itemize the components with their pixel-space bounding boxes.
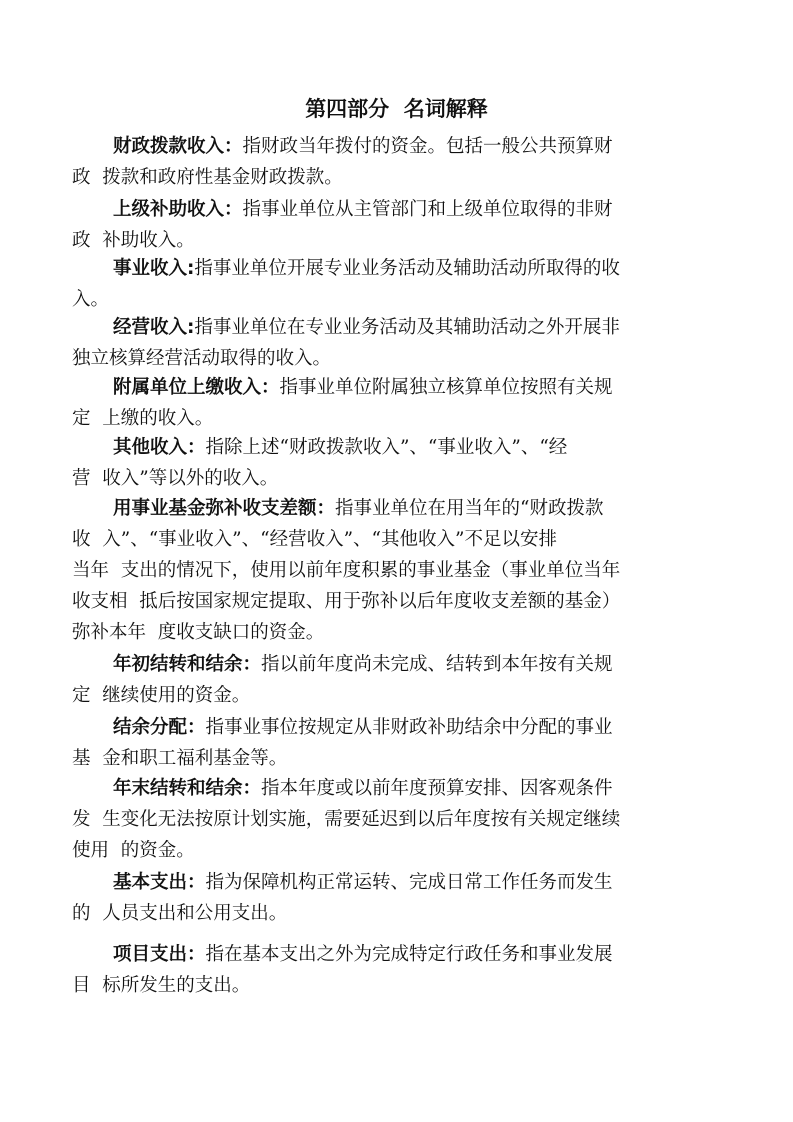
entry-term: 用事业基金弥补收支差额： [113,498,336,519]
entry-first-line [72,372,732,403]
entry-text: 独立核算经营活动取得的收入。 [72,348,332,369]
entry-first-line [72,131,732,162]
entry-first-line [72,312,732,343]
entry-first-line [72,867,732,898]
entry-first-line [72,939,732,970]
entry-basic-expenditure [72,867,732,929]
entry-text: 指财政当年拨付的资金。包括一般公共预算财 [242,136,613,157]
entry-year-end-carryover [72,773,732,866]
entry-business-fund-offset [72,493,732,648]
entry-first-line [72,253,732,284]
entry-first-line [72,432,732,463]
entry-term: 基本支出： [113,872,206,893]
entry-text: 指事业单位在用当年的“财政拨款 [335,498,604,519]
entry-beginning-carryover [72,649,732,711]
entry-first-line [72,773,732,804]
entry-term: 年末结转和结余： [113,778,262,799]
entry-text: 指在基本支出之外为完成特定行政任务和事业发展 [205,944,613,965]
entry-project-expenditure [72,939,732,1001]
entry-term: 附属单位上缴收入： [113,377,280,398]
entry-text: 的 人员支出和公用支出。 [72,903,288,924]
entry-term: 年初结转和结余： [113,654,262,675]
entry-first-line [72,194,732,225]
entry-superior-subsidy-income [72,194,732,256]
entry-surplus-distribution [72,712,732,774]
entry-text: 指事业单位在专业业务活动及其辅助活动之外开展非 [194,317,620,338]
entry-text: 营 收入”等以外的收入。 [72,468,279,489]
entry-operating-income [72,312,732,374]
entry-text: 当年 支出的情况下，使用以前年度积累的事业基金（事业单位当年 [72,560,621,581]
entry-text: 入。 [72,289,110,310]
entry-text: 指事业单位开展专业业务活动及辅助活动所取得的收 [194,258,620,279]
entry-term: 事业收入: [113,258,195,279]
entry-text: 政 补助收入。 [72,230,195,251]
entry-text: 弥补本年 度收支缺口的资金。 [72,622,325,643]
entry-text: 基 金和职工福利基金等。 [72,748,288,769]
entry-first-line [72,712,732,743]
entry-text: 收支相 抵后按国家规定提取、用于弥补以后年度收支差额的基金） [72,591,621,612]
entry-text: 指除上述“财政拨款收入”、“事业收入”、“经 [205,437,568,458]
entry-text: 指为保障机构正常运转、完成日常工作任务而发生 [205,872,613,893]
entry-term: 结余分配： [113,717,206,738]
entry-text: 指事业单位附属独立核算单位按照有关规 [279,377,613,398]
entry-fiscal-appropriation-income [72,131,732,193]
entry-other-income [72,432,732,494]
entry-text: 使用 的资金。 [72,840,195,861]
entry-affiliated-unit-income [72,372,732,434]
entry-text: 收 入”、“事业收入”、“经营收入”、“其他收入”不足以安排 [72,529,557,550]
entry-term: 财政拨款收入： [113,136,243,157]
entry-text: 指本年度或以前年度预算安排、因客观条件 [261,778,613,799]
entry-term: 其他收入： [113,437,206,458]
entry-first-line [72,649,732,680]
entry-term: 经营收入: [113,317,195,338]
entry-term: 上级补助收入： [113,199,243,220]
page-title: 第四部分 名词解释 [305,97,488,121]
entry-text: 指以前年度尚未完成、结转到本年按有关规 [261,654,613,675]
entry-text: 指事业事位按规定从非财政补助结余中分配的事业 [205,717,613,738]
entry-text: 定 上缴的收入。 [72,408,214,429]
entry-text: 政 拨款和政府性基金财政拨款。 [72,167,343,188]
entry-text: 指事业单位从主管部门和上级单位取得的非财 [242,199,613,220]
entry-business-income [72,253,732,315]
entry-text: 定 继续使用的资金。 [72,685,251,706]
entry-text: 目 标所发生的支出。 [72,975,251,996]
entry-first-line [72,493,732,524]
entry-text: 发 生变化无法按原计划实施，需要延迟到以后年度按有关规定继续 [72,809,621,830]
entry-term: 项目支出： [113,944,206,965]
